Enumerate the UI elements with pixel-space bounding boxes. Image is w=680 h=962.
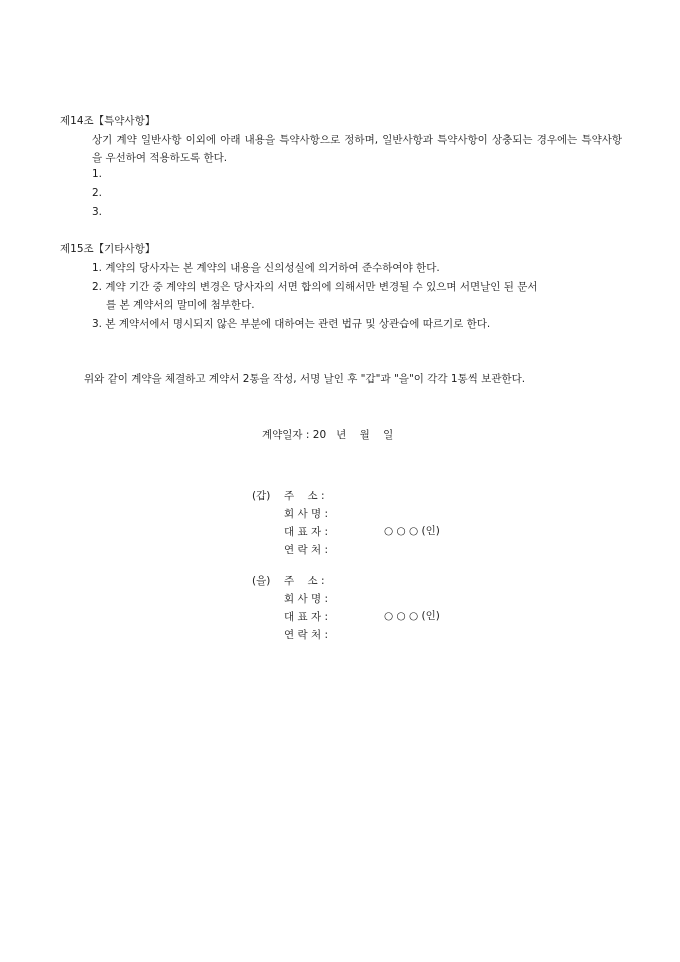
- party-gap-address-label: 주 소 :: [284, 490, 325, 502]
- party-gap-representative-seal: ○ ○ ○ (인): [384, 525, 440, 537]
- article-15-heading: 제15조【기타사항】: [60, 243, 156, 255]
- party-gap-company-label: 회 사 명 :: [284, 508, 328, 520]
- closing-statement: 위와 같이 계약을 체결하고 계약서 2통을 작성, 서명 날인 후 "갑"과 "을"이 각각 1통씩 보관한다.: [84, 373, 526, 385]
- article-15-item-2-continuation: 를 본 계약서의 말미에 첨부한다.: [106, 299, 255, 311]
- article-15-item-1: 1. 계약의 당사자는 본 계약의 내용을 신의성실에 의거하여 준수하여야 한다.: [92, 262, 440, 274]
- article-14-heading: 제14조【특약사항】: [60, 115, 156, 127]
- party-eul-company-label: 회 사 명 :: [284, 593, 328, 605]
- party-eul-contact-label: 연 락 처 :: [284, 629, 328, 641]
- article-14-body: 상기 계약 일반사항 이외에 아래 내용을 특약사항으로 정하며, 일반사항과 특약사항이 상충되는 경우에는 특약사항을 우선하여 적용하도록 한다.: [92, 134, 622, 164]
- article-15-item-3: 3. 본 계약서에서 명시되지 않은 부분에 대하여는 관련 법규 및 상관습에 따르기로 한다.: [92, 318, 491, 330]
- article-14-item-2: 2.: [92, 187, 103, 199]
- party-gap-label: (갑): [252, 490, 271, 502]
- party-eul-representative-seal: ○ ○ ○ (인): [384, 610, 440, 622]
- party-gap-contact-label: 연 락 처 :: [284, 544, 328, 556]
- party-eul-representative-label: 대 표 자 :: [284, 611, 328, 623]
- party-eul-label: (을): [252, 575, 271, 587]
- contract-date: 계약일자 : 20 년 월 일: [262, 429, 394, 441]
- article-15-item-2: 2. 계약 기간 중 계약의 변경은 당사자의 서면 합의에 의해서만 변경될 수 있으며 서면날인 된 문서: [92, 281, 538, 293]
- article-14-item-3: 3.: [92, 206, 103, 218]
- party-gap-representative-label: 대 표 자 :: [284, 526, 328, 538]
- party-eul-address-label: 주 소 :: [284, 575, 325, 587]
- article-14-item-1: 1.: [92, 168, 103, 180]
